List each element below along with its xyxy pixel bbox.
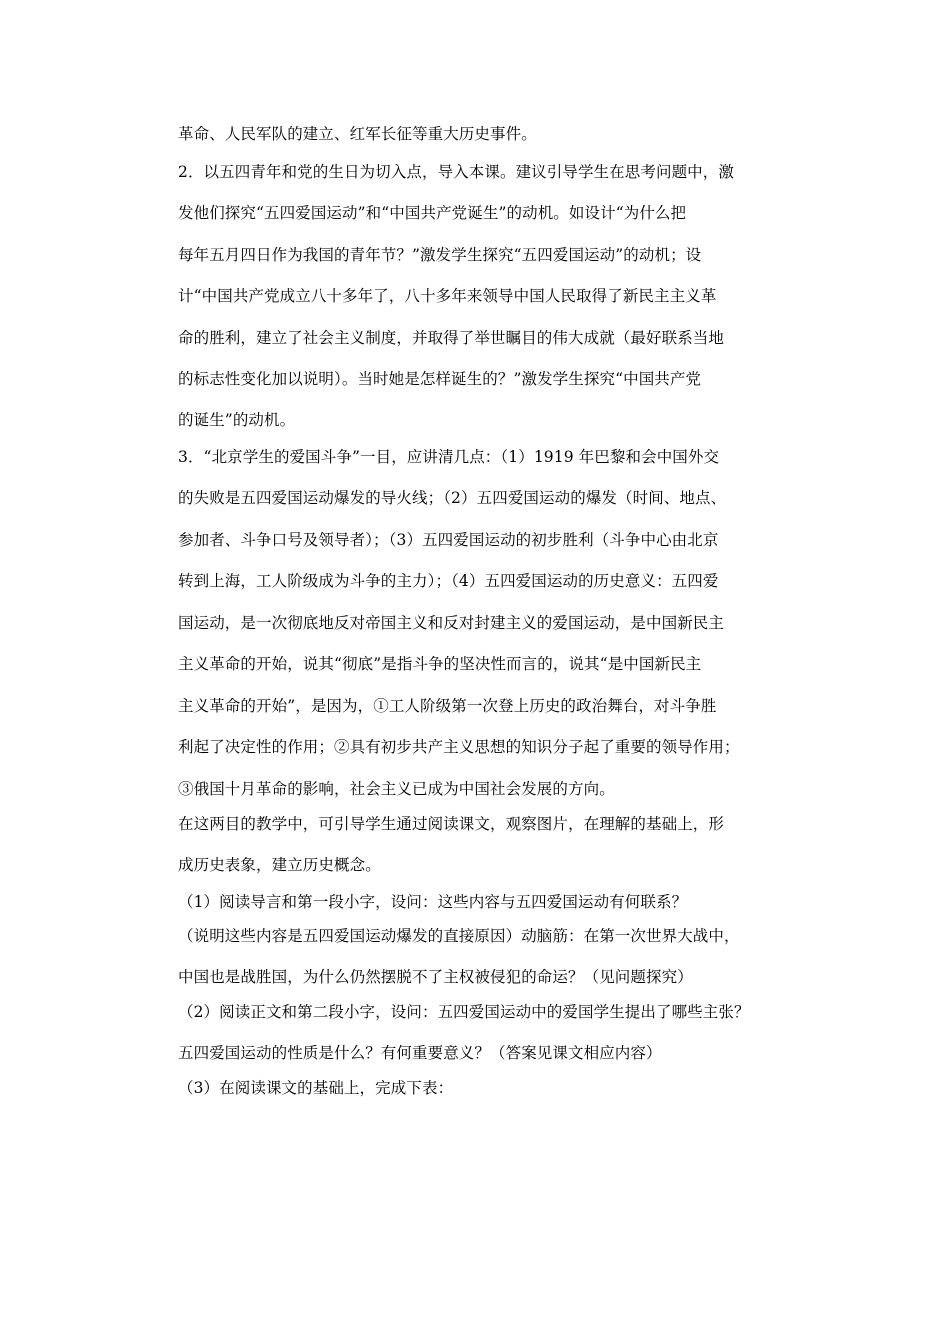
text-line: 的诞生”的动机。 <box>178 411 296 429</box>
text-line: 主义革命的开始，说其“彻底”是指斗争的坚决性而言的，说其“是中国新民主 <box>178 655 702 673</box>
text-line: 计“中国共产党成立八十多年了，八十多年来领导中国人民取得了新民主主义革 <box>178 287 717 305</box>
text-line: 五四爱国运动的性质是什么？有何重要意义？（答案见课文相应内容） <box>178 1044 662 1062</box>
text-line: （1）阅读导言和第一段小字，设问：这些内容与五四爱国运动有何联系？ <box>178 893 688 911</box>
text-line: 每年五月四日作为我国的青年节？”激发学生探究“五四爱国运动”的动机；设 <box>178 246 702 264</box>
text-line: （2）阅读正文和第二段小字，设问：五四爱国运动中的爱国学生提出了哪些主张？ <box>178 1003 750 1021</box>
text-line: 利起了决定性的作用；②具有初步共产主义思想的知识分子起了重要的领导作用； <box>178 738 740 756</box>
text-line: 中国也是战胜国，为什么仍然摆脱不了主权被侵犯的命运？（见问题探究） <box>178 968 693 986</box>
text-line: （说明这些内容是五四爱国运动爆发的直接原因）动脑筋：在第一次世界大战中， <box>178 927 740 945</box>
text-line: 革命、人民军队的建立、红军长征等重大历史事件。 <box>178 125 537 143</box>
text-line: 主义革命的开始”，是因为，①工人阶级第一次登上历史的政治舞台，对斗争胜 <box>178 697 717 715</box>
text-line: 国运动，是一次彻底地反对帝国主义和反对封建主义的爱国运动，是中国新民主 <box>178 614 725 632</box>
text-line: 的失败是五四爱国运动爆发的导火线；（2）五四爱国运动的爆发（时间、地点、 <box>178 489 727 507</box>
text-line: 在这两目的教学中，可引导学生通过阅读课文，观察图片，在理解的基础上，形 <box>178 815 725 833</box>
text-line: 发他们探究“五四爱国运动”和“中国共产党诞生”的动机。如设计“为什么把 <box>178 204 687 222</box>
text-line: 参加者、斗争口号及领导者）；（3）五四爱国运动的初步胜利（斗争中心由北京 <box>178 531 719 549</box>
text-line: 的标志性变化加以说明）。当时她是怎样诞生的？”激发学生探究“中国共产党 <box>178 370 702 388</box>
text-line: 转到上海，工人阶级成为斗争的主力）；（4）五四爱国运动的历史意义：五四爱 <box>178 572 719 590</box>
text-line: ③俄国十月革命的影响，社会主义已成为中国社会发展的方向。 <box>178 780 615 798</box>
text-line: 成历史表象，建立历史概念。 <box>178 856 381 874</box>
text-line: （3）在阅读课文的基础上，完成下表： <box>178 1079 454 1097</box>
text-line: 3．“北京学生的爱国斗争”一目，应讲清几点：（1）1919 年巴黎和会中国外交 <box>178 448 720 466</box>
text-line: 命的胜利，建立了社会主义制度，并取得了举世瞩目的伟大成就（最好联系当地 <box>178 329 725 347</box>
text-line: 2．以五四青年和党的生日为切入点，导入本课。建议引导学生在思考问题中，激 <box>178 163 734 181</box>
